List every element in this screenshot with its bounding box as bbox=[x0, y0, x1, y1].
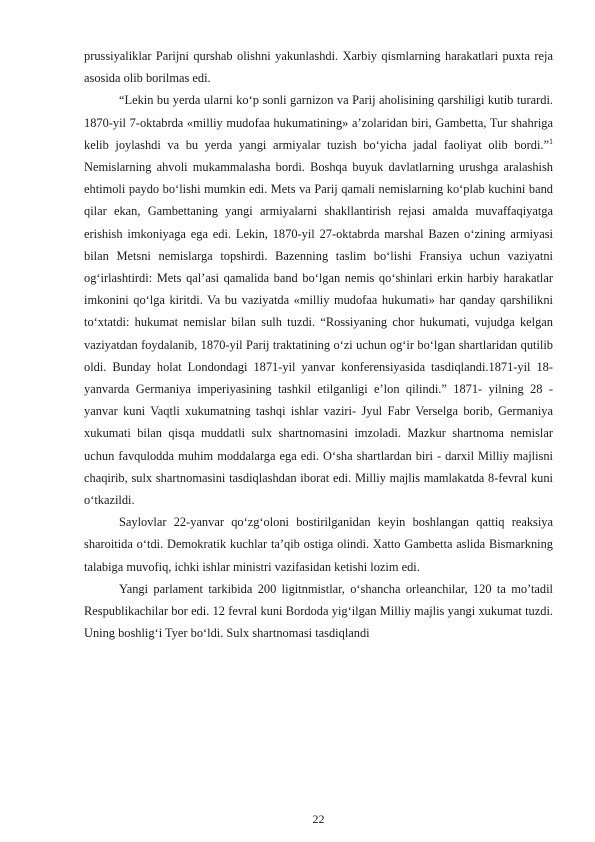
paragraph-4-text: Yangi parlament tarkibida 200 ligitnmistlar, o‘shancha orleanchilar, 120 ta mo’tadil Respublikachilar bor edi. 12 fevral kuni Bordoda yig‘ilgan Milliy majlis yangi xukumat tuzdi. Uning boshlig‘i Tyer bo‘ldi. Sulx shartnomasi tasdiqlandi bbox=[84, 581, 553, 641]
paragraph-1 bbox=[84, 45, 553, 89]
paragraph-3 bbox=[84, 511, 553, 578]
paragraph-2-text-a: “Lekin bu yerda ularni ko‘p sonli garnizon va Parij aholisining qarshiligi kutib turardi. 1870-yil 7-oktabrda «milliy mudofaa hukumatining» a’zolaridan biri, Gambetta, Tur shahriga kelib joylashdi va bu yerda yangi armiyalar tuzish bo‘yicha jadal faoliyat olib bordi.” bbox=[84, 93, 553, 152]
paragraph-4 bbox=[84, 578, 553, 645]
paragraph-2-text-b: Nemislarning ahvoli mukammalasha bordi. Boshqa buyuk davlatlarning urushga aralashish ehtimoli paydo bo‘lishi mumkin edi. Mets va Parij qamali nemislarning ko‘plab kuchini band qilar ekan, Gambettaning yangi armiyalarni shakllantirish rejasi amalda muvaffaqiyatga erishish imkoniyaga ega edi. Lekin, 1870-yil 27-oktabrda marshal Bazen o‘zining armiyasi bilan Metsni nemislarga topshirdi. Bazenning taslim bo‘lishi Fransiya uchun vaziyatni og‘irlashtirdi: Mets qal’asi qamalida band bo‘lgan nemis qo‘shinlari erkin harbiy harakatlar imkonini qo‘lga kiritdi. Va bu vaziyatda «milliy mudofaa hukumati» har qanday qarshilikni to‘xtatdi: hukumat nemislar bilan sulh tuzdi. “Rossiyaning chor hukumati, vujudga kelgan vaziyatdan foydalanib, 1870-yil Parij traktatining o‘zi uchun og‘ir bo‘lgan shartlaridan qutilib oldi. Bunday holat Londondagi 1871-yil yanvar konferensiyasida tasdiqlandi.1871-yil 18-yanvarda Germaniya imperiyasining tashkil etilganligi e’lon qilindi.” 1871- yilning 28 -yanvar kuni Vaqtli xukumatning tashqi ishlar vaziri- Jyul Fabr Verselga borib, Germaniya xukumati bilan qisqa muddatli sulx shartnomasini imzoladi. Mazkur shartnoma nemislar uchun favqulodda muhim moddalarga ega edi. O‘sha shartlardan biri - darxil Milliy majlisni chaqirib, sulx shartnomasini tasdiqlashdan iborat edi. Milliy majlis mamlakatda 8-fevral kuni o‘tkazildi. bbox=[84, 160, 553, 508]
paragraph-1-text: prussiyaliklar Parijni qurshab olishni yakunlashdi. Xarbiy qismlarning harakatlari puxta reja asosida olib borilmas edi. bbox=[84, 49, 553, 86]
paragraph-2 bbox=[84, 89, 553, 511]
page-number: 22 bbox=[312, 812, 325, 826]
paragraph-3-text: Saylovlar 22-yanvar qo‘zg‘oloni bostirilganidan keyin boshlangan qattiq reaksiya sharoitida o‘tdi. Demokratik kuchlar ta’qib ostiga olindi. Xatto Gambetta aslida Bismarkning talabiga muvofiq, ichki ishlar ministri vazifasidan ketishi lozim edi. bbox=[84, 515, 553, 574]
body-text bbox=[84, 45, 553, 644]
footnote-marker[interactable]: 1 bbox=[549, 136, 553, 146]
